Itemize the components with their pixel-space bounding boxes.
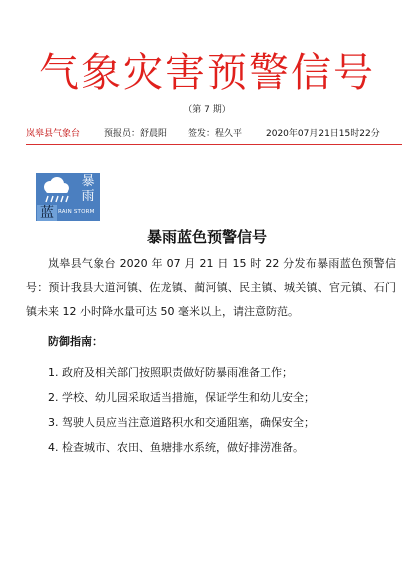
guidance-item: 2. 学校、幼儿园采取适当措施，保证学生和幼儿安全； bbox=[48, 391, 315, 404]
issue-number: （第 7 期） bbox=[183, 105, 231, 115]
warning-body-text: 岚皋县气象台 2020 年 07 月 21 日 15 时 22 分发布暴雨蓝色预警信号：预计我县大道河镇、佐龙镇、蔺河镇、民主镇、城关镇、官元镇、石门镇未来 12 小时降水量可达 50 毫米以上，请注意防范。 bbox=[26, 257, 396, 318]
guidance-item: 1. 政府及相关部门按照职责做好防暴雨准备工作； bbox=[48, 366, 293, 379]
guidance-item: 4. 检查城市、农田、鱼塘排水系统，做好排涝准备。 bbox=[48, 441, 304, 454]
badge-color-label: 蓝 bbox=[37, 205, 57, 221]
forecaster: 预报员：舒晨阳 bbox=[104, 129, 168, 139]
issue-time: 2020年07月21日15时22分 bbox=[266, 129, 380, 139]
badge-char-top: 暴 bbox=[81, 174, 95, 189]
issuing-unit: 岚皋县气象台 bbox=[26, 129, 81, 139]
badge-english-label: RAIN STORM bbox=[58, 209, 95, 215]
guidance-item: 3. 驾驶人员应当注意道路积水和交通阻塞，确保安全； bbox=[48, 416, 315, 429]
guidance-list bbox=[48, 360, 315, 460]
guidance-label: 防御指南： bbox=[48, 335, 103, 348]
document-title: 气象灾害预警信号 bbox=[39, 50, 375, 96]
signer: 签发：程久平 bbox=[188, 129, 243, 139]
header-divider bbox=[26, 144, 402, 145]
signal-title: 暴雨蓝色预警信号 bbox=[146, 228, 267, 246]
warning-badge bbox=[36, 173, 100, 221]
rain-cloud-icon bbox=[36, 173, 76, 205]
badge-char-bottom: 雨 bbox=[81, 189, 95, 204]
warning-body bbox=[26, 252, 396, 324]
